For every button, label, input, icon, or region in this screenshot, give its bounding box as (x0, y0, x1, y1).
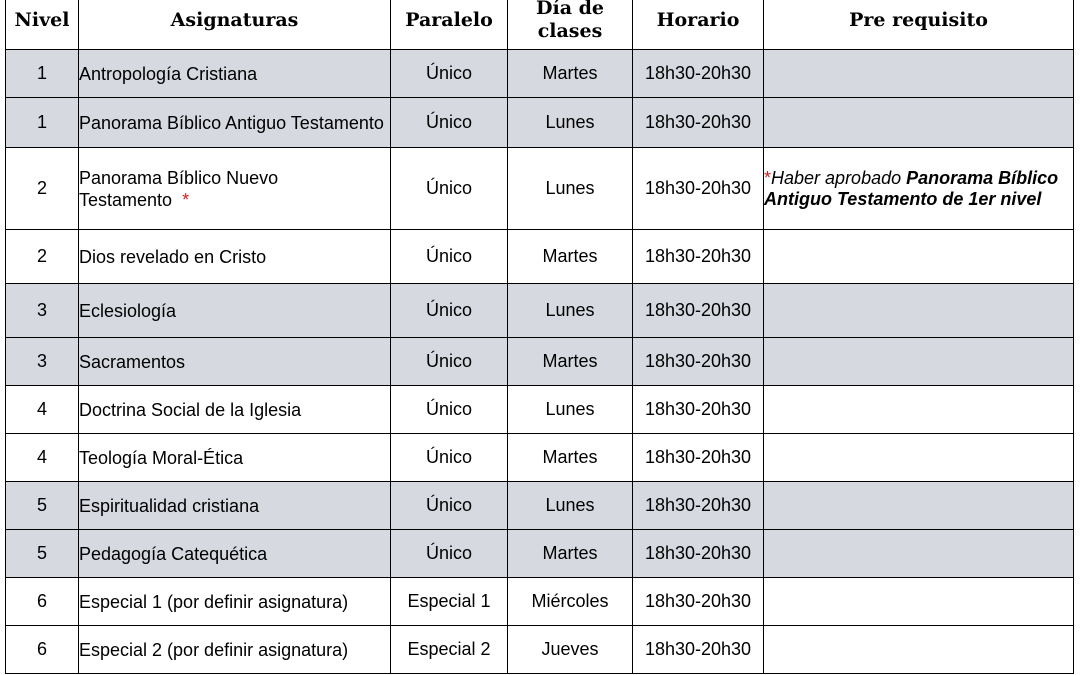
header-dia-clases (508, 0, 633, 50)
prerequisito-cell (764, 230, 1074, 284)
table-row (6, 284, 1074, 338)
dia-cell: Martes (508, 230, 633, 284)
nivel-cell: 1 (6, 50, 79, 98)
prerequisito-cell (764, 338, 1074, 386)
dia-cell: Lunes (508, 148, 633, 230)
dia-cell: Lunes (508, 98, 633, 148)
prerequisito-cell (764, 434, 1074, 482)
horario-cell: 18h30-20h30 (633, 434, 764, 482)
prerequisito-cell (764, 482, 1074, 530)
dia-cell: Martes (508, 530, 633, 578)
horario-cell: 18h30-20h30 (633, 230, 764, 284)
paralelo-cell: Único (391, 482, 508, 530)
header-asignaturas: Asignaturas (79, 0, 391, 50)
nivel-cell: 5 (6, 482, 79, 530)
table-row (6, 386, 1074, 434)
table-row (6, 50, 1074, 98)
header-paralelo: Paralelo (391, 0, 508, 50)
paralelo-cell: Único (391, 284, 508, 338)
asignatura-cell: Sacramentos (79, 338, 391, 386)
nivel-cell: 6 (6, 626, 79, 674)
paralelo-cell: Único (391, 338, 508, 386)
nivel-cell: 6 (6, 578, 79, 626)
nivel-cell: 3 (6, 284, 79, 338)
paralelo-cell: Especial 1 (391, 578, 508, 626)
asignatura-cell: Especial 1 (por definir asignatura) (79, 578, 391, 626)
horario-cell: 18h30-20h30 (633, 50, 764, 98)
dia-cell: Jueves (508, 626, 633, 674)
horario-cell: 18h30-20h30 (633, 626, 764, 674)
paralelo-cell: Único (391, 230, 508, 284)
prerequisito-cell (764, 530, 1074, 578)
asignatura-text: Panorama Bíblico Nuevo Testamento (79, 167, 279, 210)
table-row (6, 338, 1074, 386)
prerequisite-asterisk: * (182, 189, 190, 210)
table-row (6, 230, 1074, 284)
prerequisite-asterisk: * (764, 167, 772, 188)
asignatura-cell: Eclesiología (79, 284, 391, 338)
prerequisito-cell (764, 284, 1074, 338)
table-row (6, 148, 1074, 230)
asignatura-cell: Panorama Bíblico Antiguo Testamento (79, 98, 391, 148)
nivel-cell: 3 (6, 338, 79, 386)
prerequisito-note: Haber aprobado (771, 167, 907, 188)
paralelo-cell: Único (391, 148, 508, 230)
header-dia-line1: Día de (536, 0, 604, 19)
asignatura-cell: Pedagogía Catequética (79, 530, 391, 578)
horario-cell: 18h30-20h30 (633, 148, 764, 230)
asignatura-cell: Antropología Cristiana (79, 50, 391, 98)
header-nivel: Nivel (6, 0, 79, 50)
dia-cell: Martes (508, 338, 633, 386)
nivel-cell: 1 (6, 98, 79, 148)
dia-cell: Lunes (508, 284, 633, 338)
asignatura-cell: Dios revelado en Cristo (79, 230, 391, 284)
header-dia-line2: clases (537, 20, 603, 42)
horario-cell: 18h30-20h30 (633, 578, 764, 626)
header-row (6, 0, 1074, 50)
horario-cell: 18h30-20h30 (633, 284, 764, 338)
header-horario: Horario (633, 0, 764, 50)
horario-cell: 18h30-20h30 (633, 338, 764, 386)
dia-cell: Lunes (508, 482, 633, 530)
dia-cell: Martes (508, 50, 633, 98)
paralelo-cell: Único (391, 50, 508, 98)
dia-cell: Martes (508, 434, 633, 482)
table-row (6, 482, 1074, 530)
horario-cell: 18h30-20h30 (633, 482, 764, 530)
table-row (6, 626, 1074, 674)
prerequisito-cell (764, 386, 1074, 434)
prerequisito-cell (764, 98, 1074, 148)
horario-cell: 18h30-20h30 (633, 98, 764, 148)
asignatura-cell: Teología Moral-Ética (79, 434, 391, 482)
asignatura-cell: Doctrina Social de la Iglesia (79, 386, 391, 434)
prerequisito-course: Panorama Bíblico Antiguo Testamento de 1er nivel (764, 167, 1059, 209)
table-row (6, 98, 1074, 148)
prerequisito-cell (764, 578, 1074, 626)
table-row (6, 578, 1074, 626)
dia-cell: Miércoles (508, 578, 633, 626)
table-row (6, 530, 1074, 578)
nivel-cell: 4 (6, 386, 79, 434)
asignatura-cell: Espiritualidad cristiana (79, 482, 391, 530)
dia-cell: Lunes (508, 386, 633, 434)
nivel-cell: 4 (6, 434, 79, 482)
schedule-table (5, 0, 1074, 674)
header-prerequisito: Pre requisito (764, 0, 1074, 50)
horario-cell: 18h30-20h30 (633, 386, 764, 434)
table-row (6, 434, 1074, 482)
paralelo-cell: Único (391, 434, 508, 482)
asignatura-cell: Especial 2 (por definir asignatura) (79, 626, 391, 674)
prerequisito-cell (764, 148, 1074, 230)
nivel-cell: 2 (6, 230, 79, 284)
paralelo-cell: Único (391, 386, 508, 434)
prerequisito-cell (764, 626, 1074, 674)
prerequisito-cell (764, 50, 1074, 98)
paralelo-cell: Único (391, 530, 508, 578)
asignatura-cell (79, 148, 391, 230)
nivel-cell: 5 (6, 530, 79, 578)
nivel-cell: 2 (6, 148, 79, 230)
paralelo-cell: Especial 2 (391, 626, 508, 674)
horario-cell: 18h30-20h30 (633, 530, 764, 578)
paralelo-cell: Único (391, 98, 508, 148)
